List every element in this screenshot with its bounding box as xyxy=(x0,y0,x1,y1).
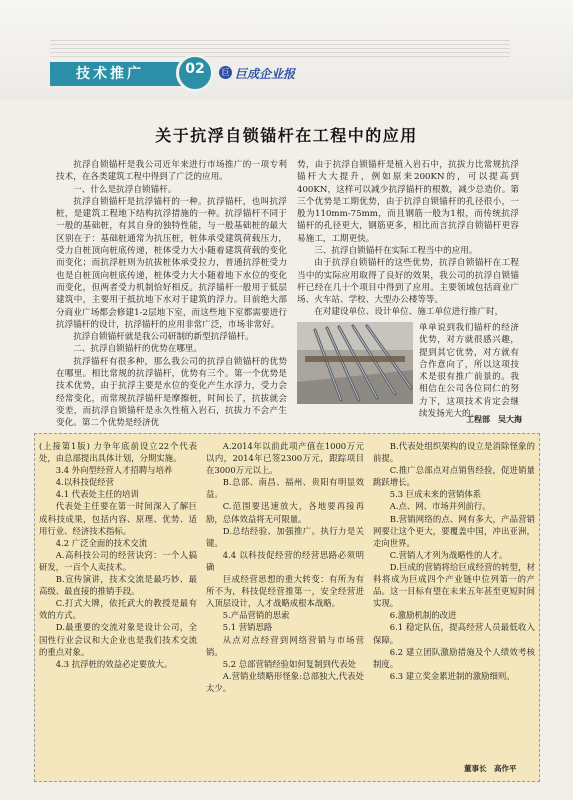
continued-column-3 xyxy=(373,440,535,682)
continued-paragraph: 6.1 稳定队伍，提高经营人员最低收入保障。 xyxy=(373,622,535,645)
article-paragraph: 由于抗浮自锁锚杆的这些优势，抗浮自锁锚杆在工程当中的实际应用取得了良好的效果，我公司的抗浮自锁锚杆已经在几十个项目中得到了应用。主要领域包括商业广场、火车站、学校、大型办公楼等等。 xyxy=(297,258,519,306)
logo-icon: 巨 xyxy=(219,66,232,79)
article-paragraph: 在对建设单位、设计单位、施工单位进行推广时， xyxy=(314,307,504,317)
continued-paragraph: 巨成经营思想的重大转变：有所为有所不为，科技促经营推第一，安全经营进入顶层设计，人才战略成根本战略。 xyxy=(206,574,364,609)
continued-paragraph: 5.3 巨成未来的营销体系 xyxy=(389,489,482,500)
continued-paragraph: 6.激励机制的改进 xyxy=(389,610,457,621)
anchor-rods-photo xyxy=(297,322,413,404)
continued-paragraph: 代表处主任要在第一时间深入了解巨成科技成果，包括内容、原理、优势、适用行业、经济技术指标。 xyxy=(39,501,197,536)
continued-paragraph: C.推广总部点对点销售经验，促进销量跳跃增长。 xyxy=(373,465,535,488)
continued-paragraph: 4.以科技促经营 xyxy=(55,477,115,488)
continued-paragraph: 6.3 建立奖金累进制的激励细则。 xyxy=(389,670,515,681)
author-signature: 董事长 高作平 xyxy=(464,764,517,773)
article-left-column xyxy=(56,159,287,430)
continued-paragraph: 5.2 总部营销经验如何复制到代表处 xyxy=(222,658,357,669)
article-paragraph: 抗浮自锁锚杆是我公司近年来进行市场推广的一项专利技术，在各类建筑工程中得到了广泛的应用。 xyxy=(56,160,287,183)
article-paragraph: 抗浮自锁锚杆就是我公司研制的新型抗浮锚杆。 xyxy=(73,332,254,343)
continued-paragraph: 5.产品营销的思索 xyxy=(222,610,290,621)
continued-paragraph: 4.4 以科技促经营的经营思路必须明确 xyxy=(206,549,364,572)
article-paragraph: 抗浮锚杆有很多种，那么我公司的抗浮自锁锚杆的优势在哪里。相比常规的抗浮锚杆，优势有三个。第一个优势是技术优势，由于抗浮主要是水位的变化产生水浮力，受力会经常变化，而常规抗浮锚杆是摩擦桩，时间长了，抗拔就会变差，而抗浮自锁锚杆是永久性植入岩石，抗拔力不会产生变化。第二个优势是经济优 xyxy=(56,356,287,429)
article-wrapped-text xyxy=(419,322,519,420)
continued-column-1 xyxy=(39,440,197,670)
article-heading: 二、抗浮自锁锚杆的优势在哪里。 xyxy=(73,344,203,355)
header-stripes xyxy=(50,40,510,60)
continued-paragraph: D.巨成的营销将给巨成经营的转型，材料将成为巨成四个产业链中位列第一的产品。这一目标有望在未来五年甚至更短时间实现。 xyxy=(373,561,535,609)
section-number: 02 xyxy=(185,61,205,77)
continued-paragraph: A.2014年以前此项产值在1000万元以内，2014年已签2300万元，跟踪项目在3000万元以上。 xyxy=(206,441,364,476)
continued-paragraph: A.营销业绩略形怪象:总部独大,代表处太少。 xyxy=(206,670,364,693)
article-heading: 一、什么是抗浮自锁锚杆。 xyxy=(73,184,177,195)
article-paragraph: 单单说到我们锚杆的经济优势，对方就很感兴趣，提到其它优势，对方就有合作意向了，所以这项技术是很有推广前景的。我相信在公司各位同仁的努力下，这项技术肯定会继续发扬光大的。 xyxy=(419,323,519,420)
continued-paragraph: 从点对点经营到网络营销与市场营销。 xyxy=(206,634,364,657)
continued-paragraph: C.营销人才列为战略性的人才。 xyxy=(389,549,508,560)
section-title: 技术推广 xyxy=(76,66,144,82)
continued-paragraph: D.最重要的交流对象是设计公司，全国性行业会议和大企业也是我们技术交流的重点对象。 xyxy=(39,622,197,657)
continued-paragraph: 4.2 广泛全面的技术交流 xyxy=(55,537,148,548)
article-heading: 三、抗浮自锁锚杆在实际工程当中的应用。 xyxy=(314,246,478,257)
newspaper-logo: 巨成企业报 xyxy=(235,67,296,81)
continued-paragraph: 4.3 抗浮桩的效益必定要放大。 xyxy=(55,658,173,669)
continued-paragraph: D.总结经验、加强推广。执行力是关键。 xyxy=(206,525,364,548)
article-byline: 工程部 吴大海 xyxy=(466,415,522,424)
continued-paragraph: A.高科技公司的经营诀窍：一个人搞研发，一百个人卖技术。 xyxy=(39,549,197,572)
continued-paragraph: B.代表处组织架构的设立是消除怪象的前提。 xyxy=(373,441,535,464)
page-header xyxy=(0,0,573,100)
continued-paragraph: C.打式大牌，依托武大的教授是最有效的方式。 xyxy=(39,598,197,621)
continued-paragraph: A.点、网、市场并列前行。 xyxy=(389,501,491,512)
article-right-column xyxy=(297,159,519,307)
continued-paragraph: 4.1 代表处主任的培训 xyxy=(55,489,139,500)
continued-paragraph: 6.2 建立团队激励措施及个人绩效考核制度。 xyxy=(373,646,535,669)
continued-paragraph: B.宣传演讲，技术交流是最巧妙、最高级、最直接的推销手段。 xyxy=(39,574,197,597)
continued-paragraph: B.总部、南昌、福州、贵阳有明显效益。 xyxy=(206,477,364,500)
article-paragraph: 抗浮自锁锚杆是抗浮锚杆的一种。抗浮锚杆，也叫抗浮桩，是建筑工程地下结构抗浮措施的一种。抗浮锚杆不同于一般的基础桩，有其自身的独特性能，与一般基础桩的最大区别在于：基础桩通常为抗压桩，桩体承受建筑荷载压力，受力自桩顶向桩底传递，桩体受力大小随着建筑荷载的变化而变化；而抗浮桩则为抗拔桩体承受拉力，普通抗浮桩受力也是自桩顶向桩底传递，桩体受力大小随着地下水位的变化而变化，但两者受力机制恰好相反。抗浮锚杆一般用于低层建筑中，主要用于抵抗地下水对于建筑的浮力。目前绝大部分商业广场都会修建1-2层地下室，而这些地下室都需要进行抗浮锚杆的设计，抗浮锚杆的应用非常广泛，市场非常好。 xyxy=(56,196,287,330)
continued-paragraph: (上接第1版) 力争年底前设立22个代表处，由总部提出具体计划，分期实施。 xyxy=(39,441,197,464)
continued-column-2 xyxy=(206,440,364,694)
continued-paragraph: B.营销网络的点、网有多大，产品营销网要让这个更大，要覆盖中国，冲出亚洲，走向世界。 xyxy=(373,513,535,548)
continued-paragraph: C.范围要迅速放大，各地要再接再励，总体效益将无可限量。 xyxy=(206,501,364,524)
article-paragraph: 势，由于抗浮自锁锚杆是植入岩石中，抗拔力比常规抗浮锚杆大大提升，例如原来200KN的，可以提高到400KN，这样可以减少抗浮锚杆的根数，减少总造价。第三个优势是工期优势，由于抗浮自锁锚杆的孔径很小，一般为110mm-75mm，而且钢筋一般为1根，而传统抗浮锚杆的孔径更大，钢筋更多，相比而言抗浮自锁锚杆更容易施工，工期更快。 xyxy=(297,160,519,244)
continued-paragraph: 5.1 营销思路 xyxy=(222,622,273,633)
article-paragraph-lead xyxy=(297,306,519,318)
article-title: 关于抗浮自锁锚杆在工程中的应用 xyxy=(155,126,418,145)
anchor-rods-illustration xyxy=(297,322,413,404)
continued-paragraph: 3.4 外向型经营人才招聘与培养 xyxy=(55,465,173,476)
